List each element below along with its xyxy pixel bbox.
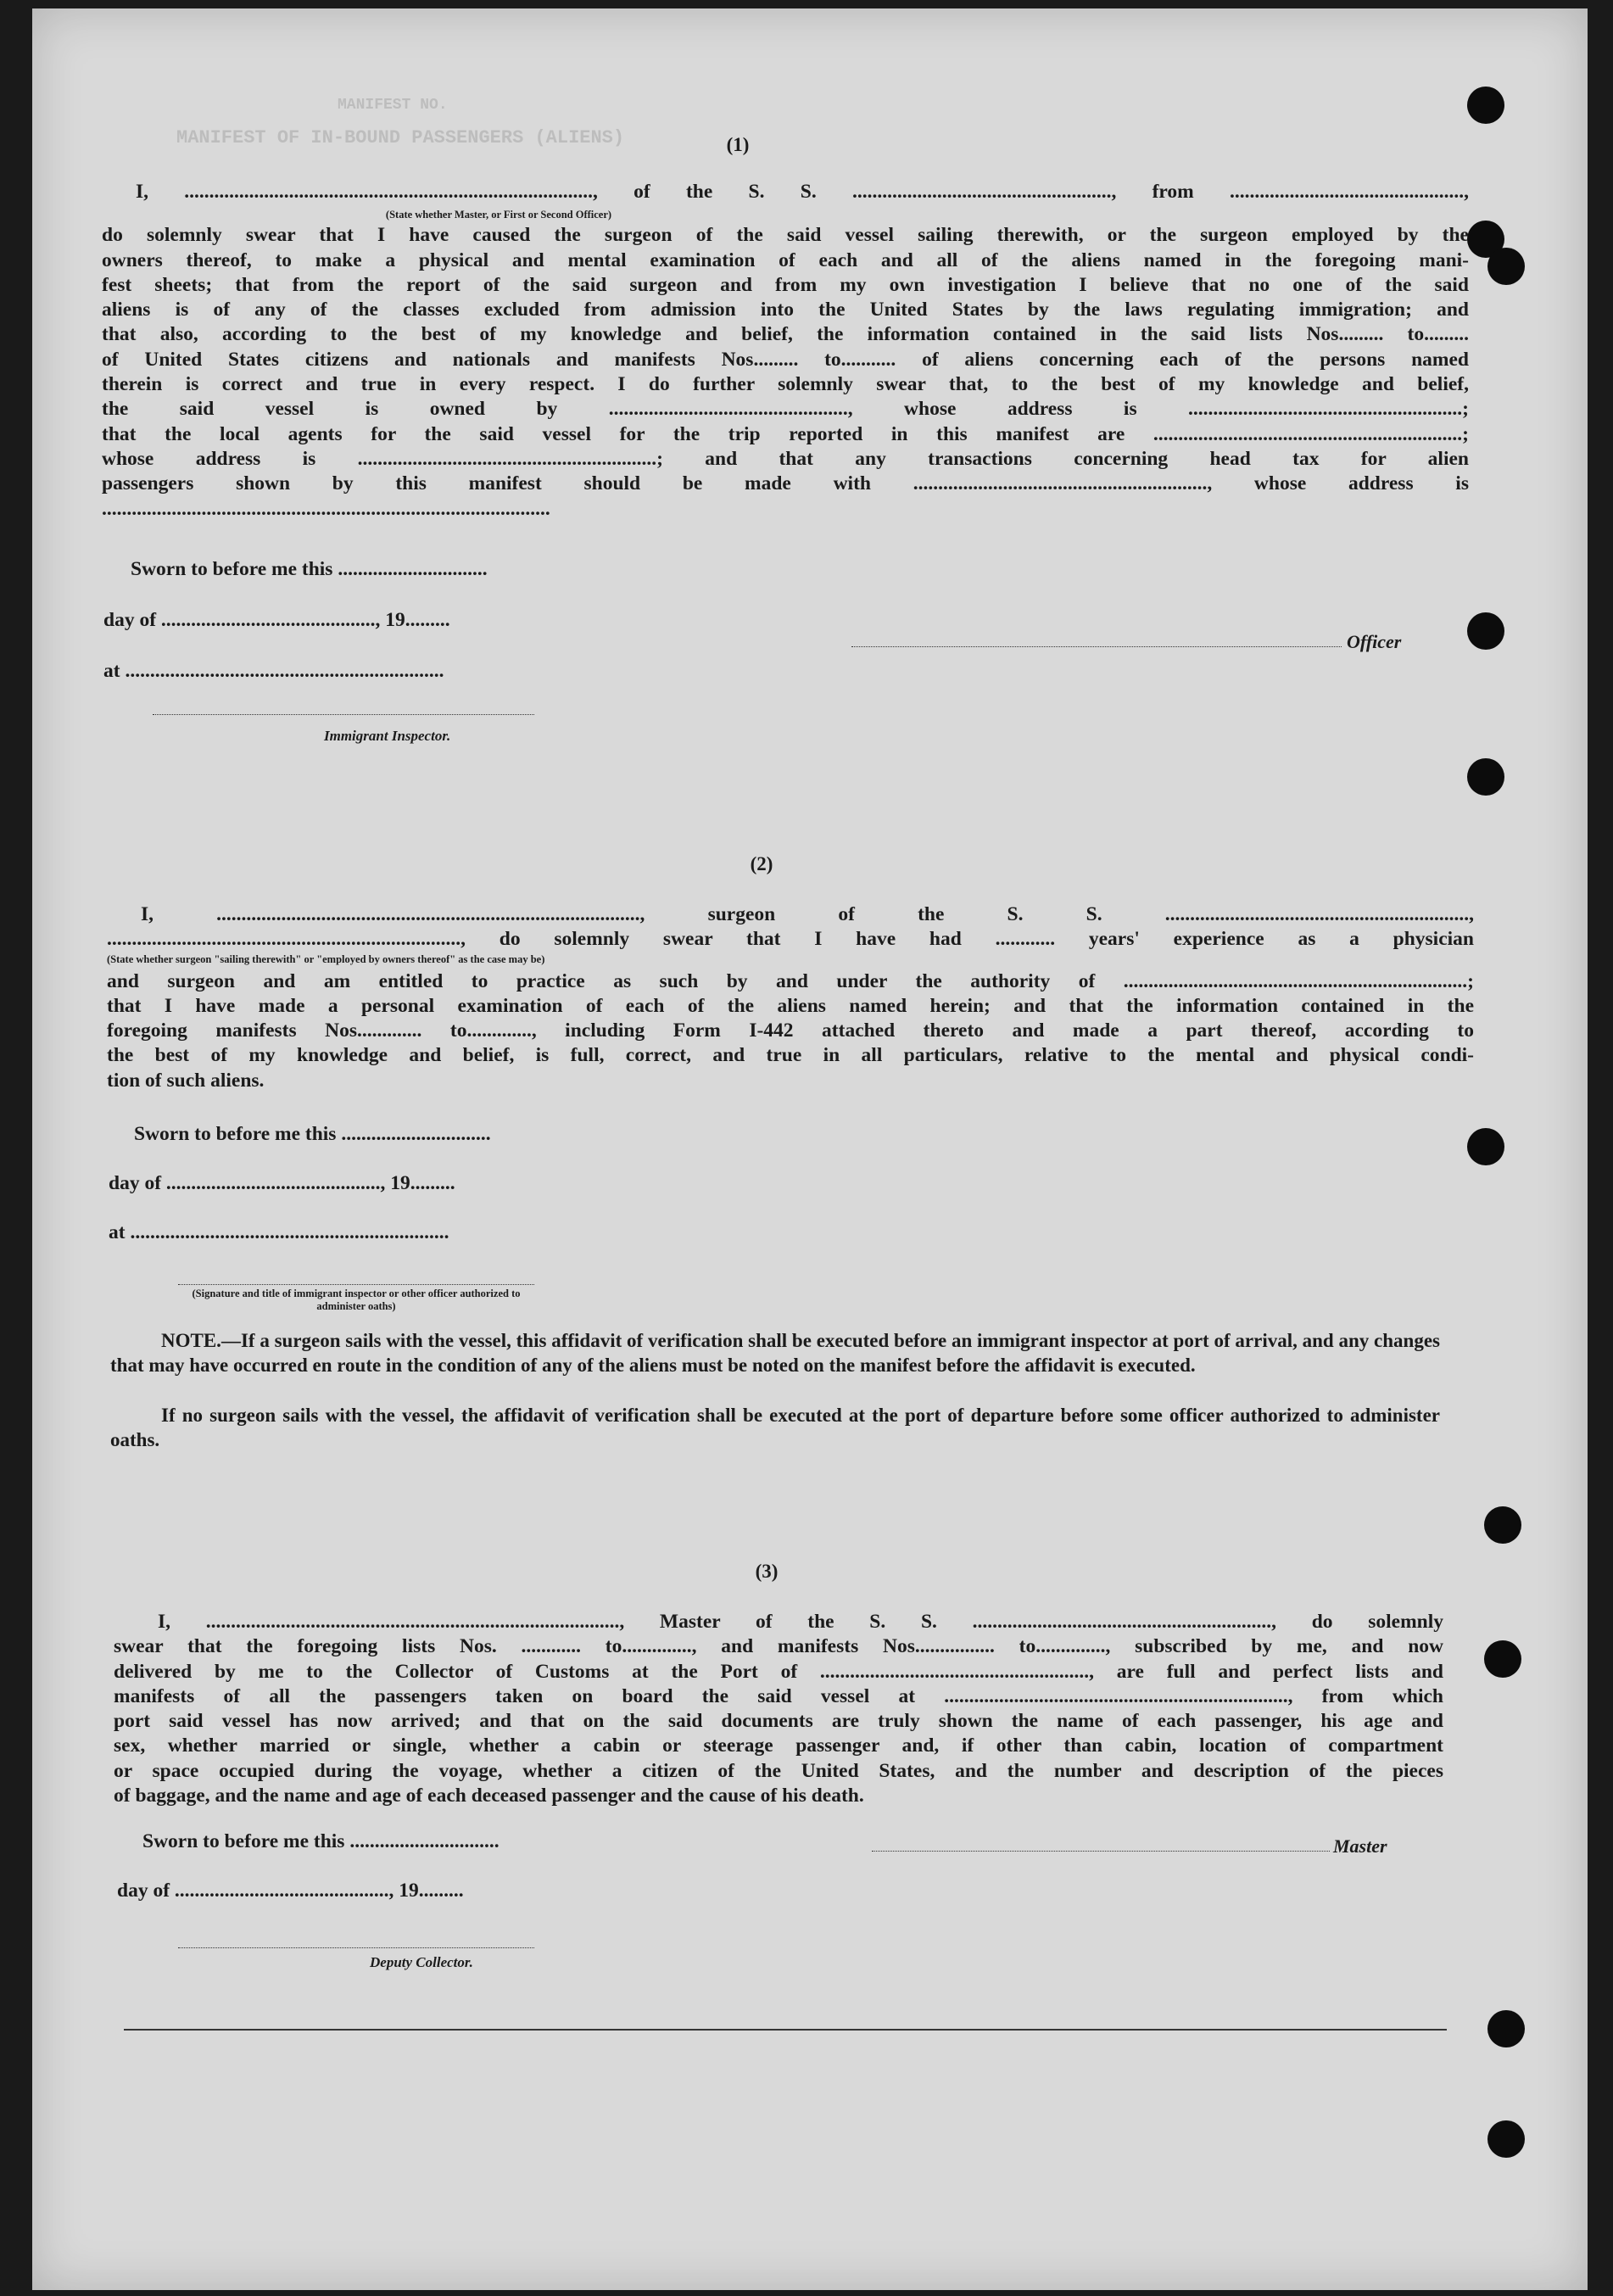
section-1-line: therein is correct and true in every respect. I do further solemnly swear that, to the best of my knowledge and belief,	[102, 373, 1469, 396]
section-1-line: aliens is of any of the classes excluded from admission into the United States by the laws regulating immigration; and	[102, 299, 1469, 321]
section-3-number: (3)	[755, 1561, 779, 1582]
section-3-sworn-label: Sworn to before me this ..............................	[142, 1830, 500, 1852]
section-2-day-of-label: day of ..........................................., 19.........	[109, 1172, 455, 1194]
punch-hole	[1487, 2010, 1525, 2047]
section-2-line: ......................................................................., do solemnly swear that I have had ............ years' experience as a physician	[107, 928, 1474, 951]
section-1-sworn-label: Sworn to before me this ..............................	[131, 558, 488, 580]
section-1-inspector-caption: Immigrant Inspector.	[324, 728, 451, 744]
punch-hole	[1487, 2120, 1525, 2158]
section-3-deputy-signature-line	[178, 1947, 534, 1948]
note-label: NOTE.	[161, 1330, 221, 1351]
section-1-line: I, .................................................................................., of the S. S. ...................................................., from ...............................................,	[136, 181, 1469, 203]
section-3-line: manifests of all the passengers taken on board the said vessel at ....................................................................., from which	[114, 1684, 1443, 1707]
section-3-master-label: Master	[1333, 1835, 1387, 1857]
punch-hole	[1484, 1506, 1521, 1544]
section-2-signature-note: (Signature and title of immigrant inspector or other officer authorized to administer oaths)	[192, 1288, 521, 1312]
section-1-line: fest sheets; that from the report of the said surgeon and from my own investigation I believe that no one of the said	[102, 273, 1469, 296]
section-1-line: ..........................................................................................	[102, 497, 550, 520]
section-1-day-of-label: day of ..........................................., 19.........	[103, 609, 450, 631]
punch-hole	[1484, 1640, 1521, 1678]
section-1-text	[102, 180, 1469, 522]
note-paragraph-2: If no surgeon sails with the vessel, the affidavit of verification shall be executed at the port of departure before some officer authorized to administer oaths.	[110, 1405, 1440, 1450]
section-1-line: that also, according to the best of my knowledge and belief, the information contained in the said lists Nos......... to.........	[102, 323, 1469, 346]
section-3-line: or space occupied during the voyage, whether a citizen of the United States, and the number and description of the pieces	[114, 1759, 1443, 1782]
section-3-line: port said vessel has now arrived; and that on the said documents are truly shown the name of each passenger, his age and	[114, 1710, 1443, 1733]
section-2-line: tion of such aliens.	[107, 1069, 265, 1092]
section-1-line: the said vessel is owned by ................................................, whose address is .......................................................;	[102, 398, 1469, 421]
section-2-signature-line	[178, 1284, 534, 1285]
section-3-master-signature-line	[872, 1851, 1330, 1852]
punch-hole	[1487, 248, 1525, 285]
section-3-line: delivered by me to the Collector of Customs at the Port of ......................................................, are full and perfect lists and	[114, 1660, 1443, 1683]
section-1-line: owners thereof, to make a physical and mental examination of each and all of the aliens named in the foregoing mani-	[102, 249, 1469, 271]
section-2-line: the best of my knowledge and belief, is full, correct, and true in all particulars, relative to the mental and physical condi-	[107, 1044, 1474, 1067]
section-3-line: of baggage, and the name and age of each deceased passenger and the cause of his death.	[114, 1785, 864, 1807]
section-3-deputy-caption: Deputy Collector.	[370, 1954, 473, 1970]
section-2-number: (2)	[750, 853, 773, 874]
section-3-day-of-label: day of ..........................................., 19.........	[117, 1880, 464, 1902]
section-2-line: and surgeon and am entitled to practice as such by and under the authority of .....................................................................;	[107, 969, 1474, 992]
bleed-through-manifest-no: MANIFEST NO.	[338, 97, 448, 114]
section-3-line: sex, whether married or single, whether a cabin or steerage passenger and, if other than cabin, location of compartment	[114, 1735, 1443, 1757]
bottom-rule	[124, 2029, 1447, 2031]
note-paragraph-1: NOTE.—If a surgeon sails with the vessel, this affidavit of verification shall be executed before an immigrant inspector at port of arrival, and any changes that may have occurred en route in the condition of any of the aliens must be noted on the manifest before the affidavit is executed.	[110, 1330, 1440, 1376]
punch-hole	[1467, 758, 1504, 796]
section-1-number: (1)	[726, 134, 750, 155]
section-2-at-label: at ................................................................	[109, 1221, 449, 1243]
section-1-line: do solemnly swear that I have caused the surgeon of the said vessel sailing therewith, or the surgeon employed by the	[102, 224, 1469, 247]
section-3-line: I, ..................................................................................., Master of the S. S. ............................................................, do solemnly	[158, 1611, 1443, 1633]
section-3-text	[114, 1610, 1443, 1808]
section-1-line: of United States citizens and nationals and manifests Nos......... to........... of aliens concerning each of the persons named	[102, 348, 1469, 371]
section-1-officer-signature-line	[851, 646, 1342, 647]
section-1-line: that the local agents for the said vessel for the trip reported in this manifest are ..............................................................;	[102, 422, 1469, 445]
section-1-line: whose address is ............................................................; and that any transactions concerning head tax for alien	[102, 447, 1469, 470]
section-2-text	[107, 902, 1474, 1093]
section-2-sworn-label: Sworn to before me this ..............................	[134, 1123, 491, 1145]
section-2-line: foregoing manifests Nos............. to............., including Form I-442 attached thereto and made a part thereof, according to	[107, 1020, 1474, 1042]
section-3-line: swear that the foregoing lists Nos. ............ to.............., and manifests Nos................ to.............., subscribed by me, and now	[114, 1635, 1443, 1658]
section-1-inspector-signature-line	[153, 714, 534, 715]
section-2-line: that I have made a personal examination of each of the aliens named herein; and that the information contained in the	[107, 994, 1474, 1017]
punch-hole	[1467, 87, 1504, 124]
section-1-state-note: (State whether Master, or First or Second Officer)	[385, 209, 612, 221]
punch-hole	[1467, 1128, 1504, 1165]
section-2-state-note: (State whether surgeon "sailing therewith" or "employed by owners thereof" as the case may be)	[107, 953, 545, 965]
section-1-officer-label: Officer	[1347, 631, 1402, 652]
manifest-page	[32, 8, 1588, 2290]
section-2-line: I, ....................................................................................., surgeon of the S. S. .............................................................,	[141, 903, 1474, 925]
punch-hole	[1467, 612, 1504, 650]
section-1-line: passengers shown by this manifest should be made with ..........................................................., whose address is	[102, 472, 1469, 495]
section-1-at-label: at ................................................................	[103, 660, 444, 682]
bleed-through-manifest-title: MANIFEST OF IN-BOUND PASSENGERS (ALIENS)	[176, 127, 625, 148]
